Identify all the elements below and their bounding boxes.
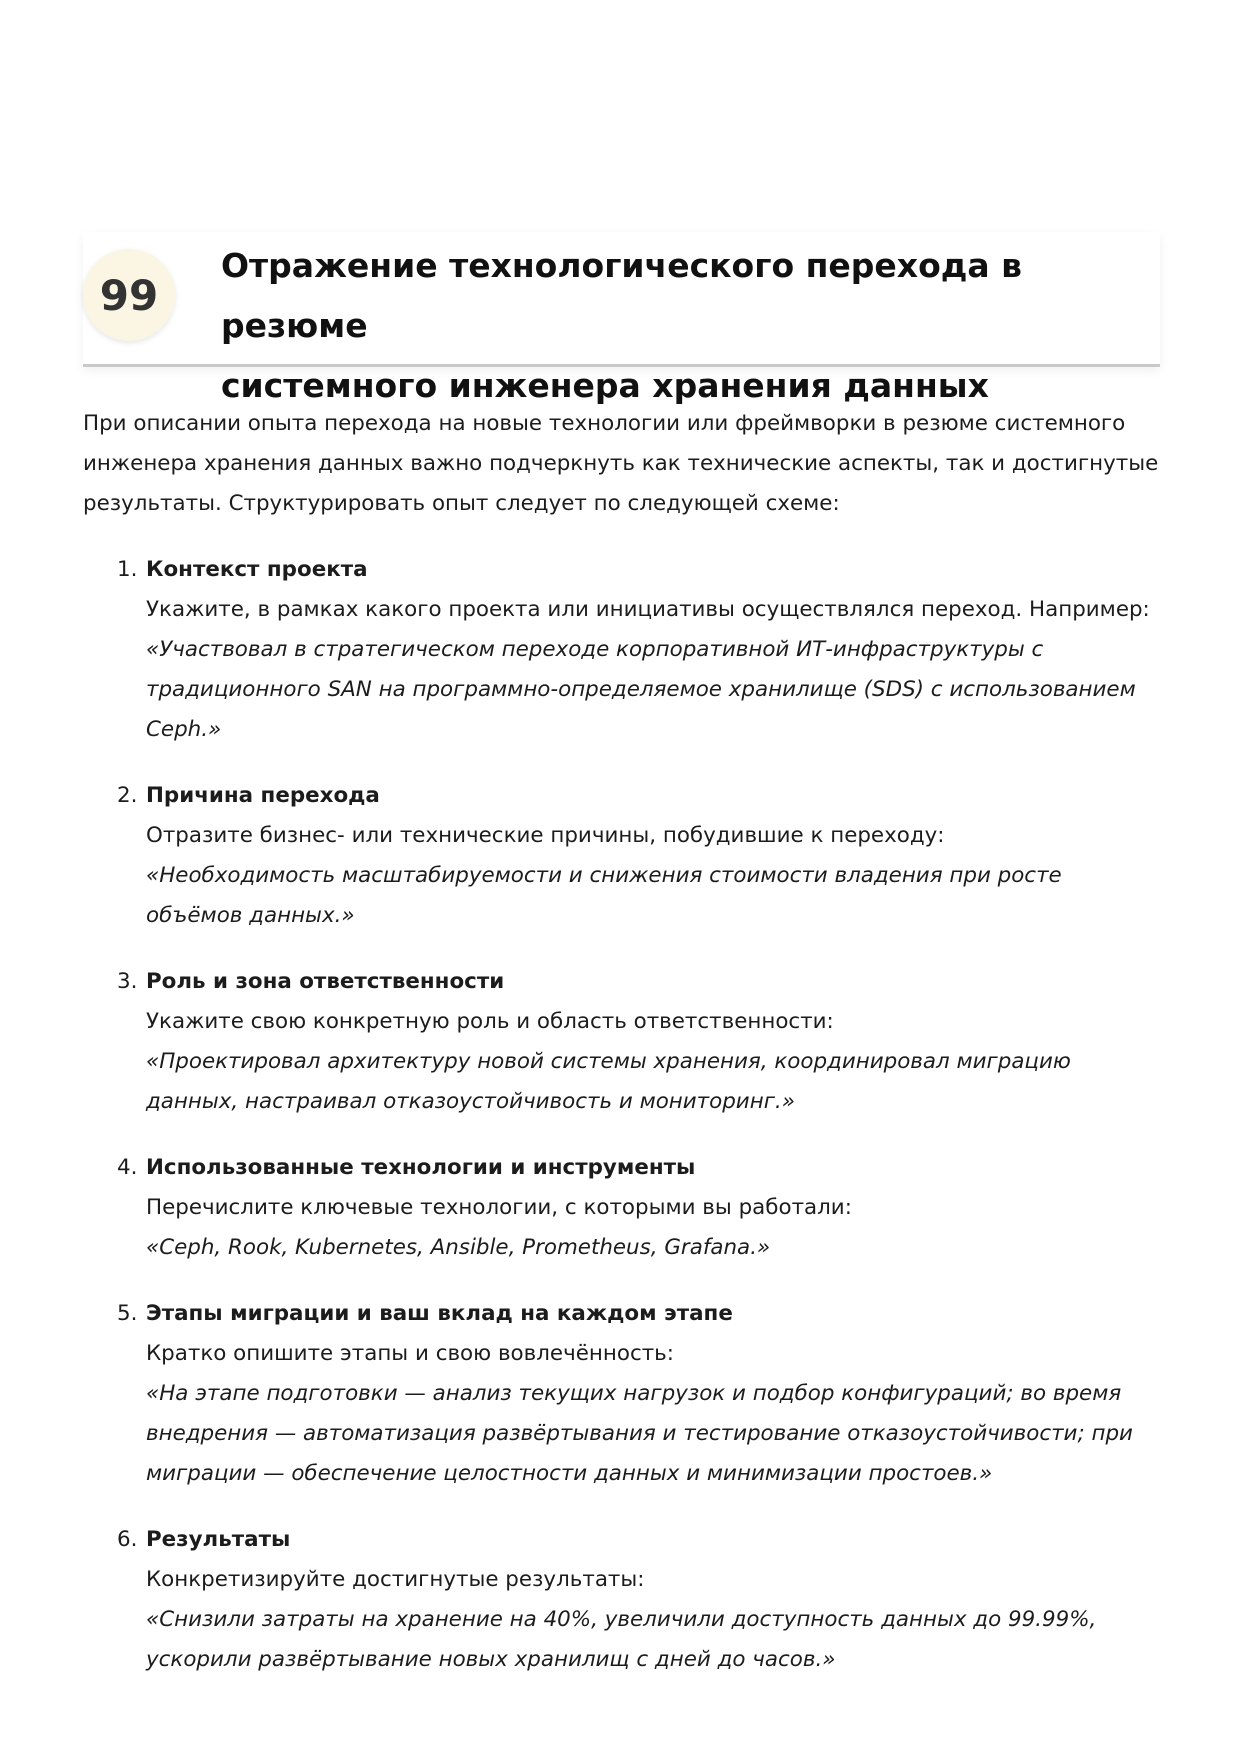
item-example: «Ceph, Rook, Kubernetes, Ansible, Prometheus, Grafana.»	[146, 1235, 771, 1260]
section-number-badge	[83, 249, 175, 341]
item-example: «Проектировал архитектуру новой системы хранения, координировал миграцию данных, настраивал отказоустойчивость и мониторинг.»	[146, 1049, 1071, 1114]
item-example: «Снизили затраты на хранение на 40%, увеличили доступность данных до 99.99%, ускорили развёртывание новых хранилищ с дней до часов.»	[146, 1607, 1097, 1672]
item-example: «На этапе подготовки — анализ текущих нагрузок и подбор конфигураций; во время внедрения — автоматизация развёртывания и тестирование отказоустойчивости; при миграции — обеспечение целостности данных и минимизации простоев.»	[146, 1381, 1133, 1486]
list-item	[83, 1520, 1160, 1680]
list-item	[83, 550, 1160, 750]
item-number: 2.	[117, 783, 138, 808]
section-title	[221, 236, 1156, 416]
item-example: «Участвовал в стратегическом переходе корпоративной ИТ-инфраструктуры с традиционного SAN на программно-определяемое хранилище (SDS) с использованием Ceph.»	[146, 637, 1136, 742]
item-title: Причина перехода	[146, 783, 380, 808]
section-title-line-1: Отражение технологического перехода в резюме	[221, 246, 1023, 345]
intro-paragraph: При описании опыта перехода на новые технологии или фреймворки в резюме системного инженера хранения данных важно подчеркнуть как технические аспекты, так и достигнутые результаты. Структурировать опыт следует по следующей схеме:	[83, 411, 1159, 516]
item-number: 1.	[117, 557, 138, 582]
section-title-line-2: системного инженера хранения данных	[221, 366, 989, 405]
item-title: Роль и зона ответственности	[146, 969, 505, 994]
item-number: 3.	[117, 969, 138, 994]
list-item	[83, 1294, 1160, 1494]
list-item	[83, 1148, 1160, 1268]
item-description: Кратко опишите этапы и свою вовлечённость:	[146, 1341, 674, 1366]
section-header	[83, 232, 1160, 405]
item-number: 5.	[117, 1301, 138, 1326]
item-title: Контекст проекта	[146, 557, 368, 582]
item-description: Укажите, в рамках какого проекта или инициативы осуществлялся переход. Например:	[146, 597, 1150, 622]
item-title: Использованные технологии и инструменты	[146, 1155, 696, 1180]
item-description: Перечислите ключевые технологии, с которыми вы работали:	[146, 1195, 852, 1220]
item-title: Результаты	[146, 1527, 291, 1552]
item-description: Конкретизируйте достигнутые результаты:	[146, 1567, 645, 1592]
item-title: Этапы миграции и ваш вклад на каждом этапе	[146, 1301, 733, 1326]
section-number: 99	[99, 270, 159, 320]
item-description: Отразите бизнес- или технические причины, побудившие к переходу:	[146, 823, 945, 848]
list-item	[83, 962, 1160, 1122]
item-number: 4.	[117, 1155, 138, 1180]
item-number: 6.	[117, 1527, 138, 1552]
item-example: «Необходимость масштабируемости и снижения стоимости владения при росте объёмов данных.»	[146, 863, 1062, 928]
item-description: Укажите свою конкретную роль и область ответственности:	[146, 1009, 834, 1034]
steps-list	[83, 550, 1160, 1680]
list-item	[83, 776, 1160, 936]
